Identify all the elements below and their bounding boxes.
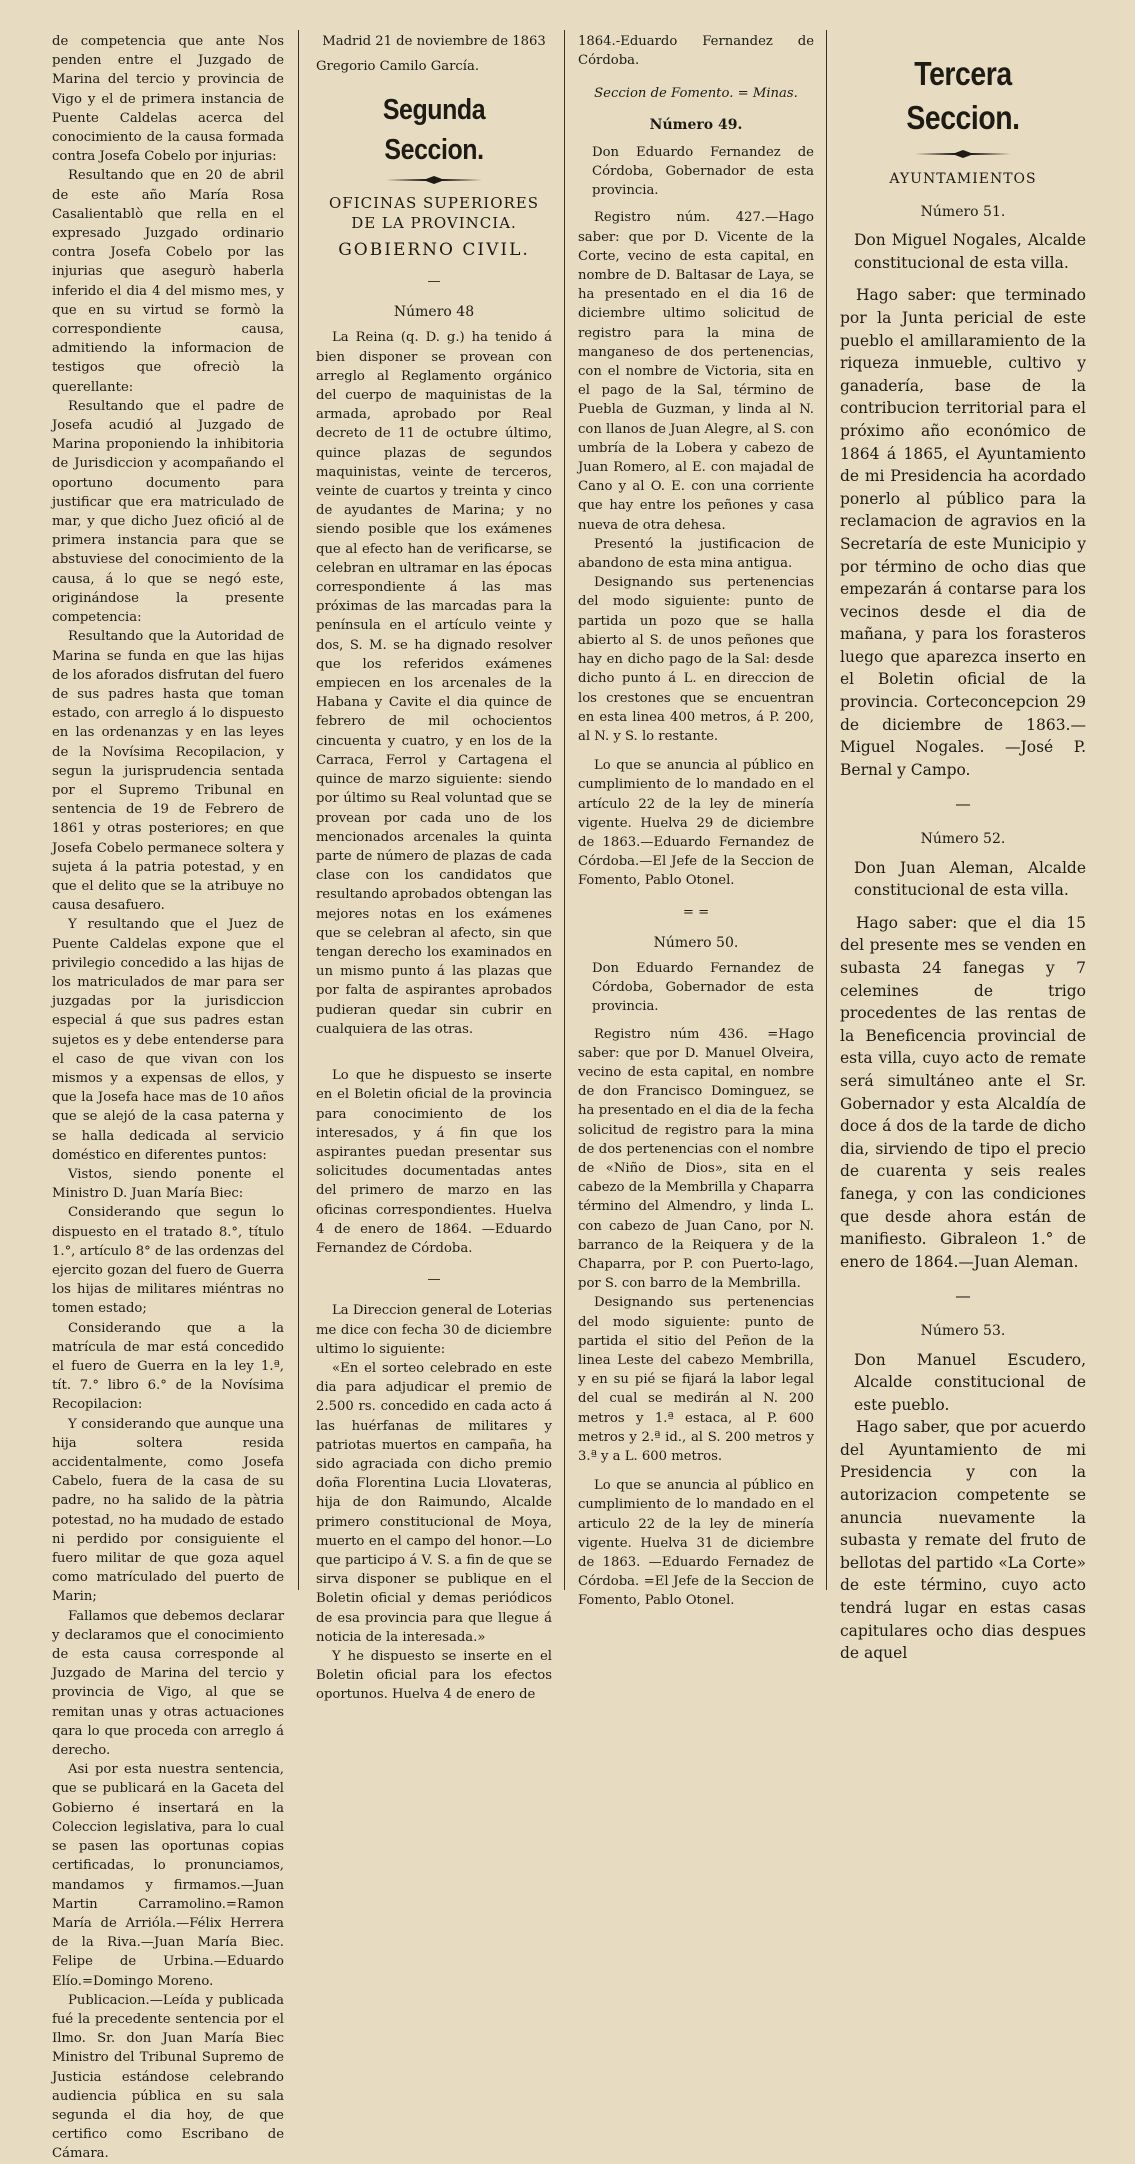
number-heading: Número 49. [649,116,743,133]
column-rule [826,30,827,1590]
paragraph: Vistos, siendo ponente el Ministro D. Juan María Biec: [52,1166,284,1202]
paragraph: La Direccion general de Loterias me dice con fecha 30 de diciembre ultimo lo siguiente: [316,1303,552,1357]
paragraph: Hago saber: que terminado por la Junta pericial de este pueblo el amillaramiento de la riqueza inmueble, cultivo y ganadería, base de la contribucion territorial para el próximo año económico de 1864 á 1865, el Ayuntamiento de mi Presidencia ha acordado ponerlo al público para la reclamacion de agravios en la Secretaría de este Municipio y por término de ocho dias que empezarán á contarse para los vecinos desde el dia de mañana, y para los forasteros luego que aparezca inserto en el Boletin oficial de la provincia. Corteconcepcion 29 de diciembre de 1863.—Miguel Nogales. —José P. Bernal y Campo. [840,286,1086,779]
paragraph: Y he dispuesto se inserte en el Boletin oficial para los efectos oportunos. Huelva 4 de enero de [316,1649,552,1703]
separator: — [955,795,971,814]
paragraph: «En el sorteo celebrado en este dia para adjudicar el premio de 2.500 rs. concedido en cada acto á las huérfanas de militares y patriotas muertos en campaña, ha sido agraciada con dicho premio doña Florentina Lucia Llovateras, hija de don Raimundo, Alcalde primero constitucional de Moya, muerto en el campo del honor.—Lo que participo á V. S. a fin de que se sirva disponer se publique en el Boletin oficial y demas periódicos de esa provincia para que llegue á noticia de la interesada.» [316,1360,552,1645]
dateline: Madrid 21 de noviembre de 1863 [322,34,546,49]
subheading: GOBIERNO CIVIL. [338,239,530,260]
paragraph: Registro núm. 427.—Hago saber: que por D. Vicente de la Corte, vecino de esta capital, en nombre de D. Baltasar de Laya, se ha presentado en el dia 16 de diciembre ultimo solicitud de registro para la mina de manganeso de dos pertenencias, con el nombre de Victoria, sita en el pago de la Sal, término de Puebla de Guzman, y linda al N. con llanos de Juan Alegre, al S. con umbría de la Lobera y cabezo de Juan Romero, al E. con majadal de Cano y al O. E. con una corriente que hay entre los peñones y casa nueva de otra dehesa. [578,210,814,533]
paragraph: Designando sus pertenencias del modo siguiente: punto de partida el sitio del Peñon de la linea Leste del cabezo Membrilla, y en su pié se fijará la labor legal del cual se medirán al N. 200 metros y 1.ª estaca, al P. 600 metros y 2.ª id., al S. 200 metros y 3.ª y a L. 600 metros. [578,1295,814,1465]
paragraph: Y resultando que el Juez de Puente Caldelas expone que el privilegio concedido a las hijas de los matriculados de mar para ser juzgadas por la jurisdiccion especial á que sus padres estan sujetos es y debe entenderse para el caso de que vivan con los mismos y a expensas de ellos, y que la Josefa hace mas de 10 años que se alejó de la casa paterna y se halla dedicada al servicio doméstico en diferentes puntos: [52,917,284,1163]
separator: — [427,274,441,290]
section-title: Tercera Seccion. [906,55,1020,136]
office-title: OFICINAS SUPERIORES DE LA PROVINCIA. [328,194,540,232]
separator: — [427,1272,441,1288]
column-2 [316,32,552,1703]
section-label-text: Seccion de Fomento. = Minas. [594,86,798,102]
paragraph: 1864.-Eduardo Fernandez de Córdoba. [578,34,814,69]
column-4 [840,32,1086,1663]
paragraph: Hago saber: que el dia 15 del presente mes se venden en subasta 24 fanegas y 7 celemines de trigo procedentes de las rentas de la Beneficencia provincial de esta villa, cuyo acto de remate será simultáneo ante el Sr. Gobernador y esta Alcaldía de doce á dos de la tarde de dicho dia, sirviendo de tipo el precio de cuarenta y seis reales fanega, y con las condiciones que desde ahora están de manifiesto. Gibraleon 1.° de enero de 1864.—Juan Aleman. [840,913,1086,1271]
paragraph: Hago saber, que por acuerdo del Ayuntamiento de mi Presidencia y con la autorizacion competente se anuncia nuevamente la subasta y remate del fruto de bellotas del partido «La Corte» de este término, cuyo acto tendrá lugar en estas casas capitulares ocho dias despues de aquel [840,1418,1086,1663]
paragraph: Publicacion.—Leída y publicada fué la precedente sentencia por el Ilmo. Sr. don Juan María Biec Ministro del Tribunal Supremo de Justicia estándose celebrando audiencia pública en su sala segunda el dia hoy, de que certifico como Escribano de Cámara. [52,1992,284,2162]
column-3 [578,32,814,1609]
column-1 [52,32,284,2162]
ornament-rule [915,150,1011,158]
official-header: Don Juan Aleman, Alcalde constitucional de esta villa. [854,858,1086,900]
paragraph: Resultando que en 20 de abril de este año María Rosa Casalientablò que rella en el expresado Juzgado ordinario contra Josefa Cobelo por las injurias que asegurò haberla inferido el dia 4 del mismo mes, y que en su virtud se formò la correspondiente causa, admitiendo la informacion de testigos que ofreciò la querellante: [52,168,284,395]
paragraph: Considerando que a la matrícula de mar está concedido el fuero de Guerra en la ley 1.ª, tít. 7.° libro 6.° de la Novísima Recopilacion: [52,1320,284,1413]
official-header: Don Miguel Nogales, Alcalde constitucional de esta villa. [854,231,1086,272]
column-rule [564,30,565,1590]
subheading: AYUNTAMIENTOS [889,171,1037,187]
paragraph: Registro núm 436. =Hago saber: que por D. Manuel Olveira, vecino de esta capital, en nombre de don Francisco Dominguez, se ha presentado en el dia de la fecha solicitud de registro para la mina de dos pertenencias con el nombre de «Niño de Dios», sita en el cabezo de la Membrilla y Chaparra término del Almendro, y linda L. con cabezo de Juan Cano, por N. barranco de la Reiquera y de la Chaparra, por P. con Puerto-lago, por S. con barro de la Membrilla. [578,1026,814,1292]
official-header: Don Eduardo Fernandez de Córdoba, Gobernador de esta provincia. [592,960,814,1015]
paragraph: Designando sus pertenencias del modo siguiente: punto de partida un pozo que se halla abierto al S. de unos peñones que hay en dicho pago de la Sal: desde dicho punto á L. en direccion de los crestones que se encuentran en esta linea 400 metros, á P. 200, al N. y S. lo restante. [578,575,814,744]
paragraph: Lo que se anuncia al público en cumplimiento de lo mandado en el articulo 22 de la ley de minería vigente. Huelva 31 de diciembre de 1863. —Eduardo Fernadez de Córdoba. =El Jefe de la Seccion de Fomento, Pablo Otonel. [578,1478,814,1609]
number-heading: Número 53. [920,1322,1006,1339]
number-heading: Número 51. [920,203,1006,220]
number-heading: Número 52. [920,831,1006,848]
official-header: Don Manuel Escudero, Alcalde constitucional de este pueblo. [854,1350,1086,1414]
signature: Gregorio Camilo García. [316,59,480,75]
paragraph: Lo que he dispuesto se inserte en el Boletin oficial de la provincia para conocimiento de los interesados, y á fin que los aspirantes puedan presentar sus solicitudes documentadas antes del primero de marzo en las oficinas correspondientes. Huelva 4 de enero de 1864. —Eduardo Fernandez de Córdoba. [316,1068,552,1256]
ornament-rule [386,176,482,184]
paragraph: Lo que se anuncia al público en cumplimiento de lo mandado en el artículo 22 de la ley de minería vigente. Huelva 29 de diciembre de 1863.—Eduardo Fernandez de Córdoba.—El Jefe de la Seccion de Fomento, Pablo Otonel. [578,758,814,889]
separator: = = [682,904,710,920]
number-heading: Número 48 [393,304,475,321]
number-heading: Número 50. [653,934,739,951]
paragraph: de competencia que ante Nos penden entre el Juzgado de Marina del tercio y provincia de Vigo y el de primera instancia de Puente Caldelas acerca del conocimiento de la causa formada contra Josefa Cobelo por injurias: [52,34,284,165]
paragraph: La Reina (q. D. g.) ha tenido á bien disponer se provean con arreglo al Reglamento orgánico del cuerpo de maquinistas de la armada, aprobado por Real decreto de 11 de octubre último, quince plazas de segundos maquinistas, veinte de terceros, veinte de cuartos y treinta y cinco de ayudantes de Marina; y no siendo posible que los exámenes que al efecto han de verificarse, se celebran en ultramar en las épocas correspondiente á las mas próximas de las marcadas para la península en el artículo veinte y dos, S. M. se ha dignado resolver que los referidos exámenes empiecen en los arcenales de la Habana y Cavite el dia quince de febrero de mil ochocientos cincuenta y cuatro, y en los de la Carraca, Ferrol y Cartagena el quince de marzo siguiente: siendo por último su Real voluntad que se provean por cada uno de los mencionados arcenales la quinta parte de número de plazas de cada clase con los candidatos que resultando aprobados obtengan las mejores notas en los exámenes que se celebran al afecto, sin que tengan derecho los examinados en un mismo punto á las plazas que por falta de aspirantes aprobados pudieran quedar sin cubrir en cualquiera de las otras. [316,330,552,1037]
official-header: Don Eduardo Fernandez de Córdoba, Gobernador de esta provincia. [592,144,814,199]
paragraph: Presentó la justificacion de abandono de esta mina antigua. [578,536,814,572]
paragraph: Considerando que segun lo dispuesto en el tratado 8.°, título 1.°, artículo 8° de las ordenzas del ejercito gozan del fuero de Guerra los hijas de militares miéntras no tomen estado; [52,1205,284,1317]
paragraph: Fallamos que debemos declarar y declaramos que el conocimiento de esta causa corresponde al Juzgado de Marina del tercio y provincia de Vigo, al que se remitan unas y otras actuaciones qara lo que proceda con arreglo á derecho. [52,1608,284,1759]
section-label [578,84,814,103]
column-rule [298,30,299,1590]
section-title: Segunda Seccion. [382,94,486,167]
paragraph: Resultando que el padre de Josefa acudió al Juzgado de Marina proponiendo la inhibitoria de Jurisdiccion y acompañando el oportuno documento para justificar que era matriculado de mar, y que dicho Juez ofició al de primera instancia para que se abstuviese del conocimiento de la causa, á lo que se negó este, originándose la presente competencia: [52,398,284,626]
paragraph: Asi por esta nuestra sentencia, que se publicará en la Gaceta del Gobierno é insertará en la Coleccion legislativa, para lo cual se pasen las oportunas copias certificadas, lo pronunciamos, mandamos y firmamos.—Juan Martin Carramolino.=Ramon María de Arrióla.—Félix Herrera de la Riva.—Juan María Biec. Felipe de Urbina.—Eduardo Elío.=Domingo Moreno. [52,1762,284,1989]
separator: — [955,1287,971,1306]
paragraph: Resultando que la Autoridad de Marina se funda en que las hijas de los aforados disfrutan del fuero de sus padres hasta que toman estado, con arreglo á lo dispuesto en las ordenanzas y en las leyes de la Novísima Recopilacion, y segun la jurisprudencia sentada por el Supremo Tribunal en sentencia de 19 de Febrero de 1861 y otras posteriores; en que Josefa Cobelo permanece soltera y sujeta á la patria potestad, y en que el delito que se la atribuye no causa desafuero. [52,629,284,914]
paragraph: Y considerando que aunque una hija soltera resida accidentalmente, como Josefa Cabelo, fuera de la casa de su padre, no ha salido de la pàtria potestad, no ha mudado de estado ni perdido por consiguiente el fuero militar de que goza aquel como matrículado del puerto de Marin; [52,1416,284,1605]
